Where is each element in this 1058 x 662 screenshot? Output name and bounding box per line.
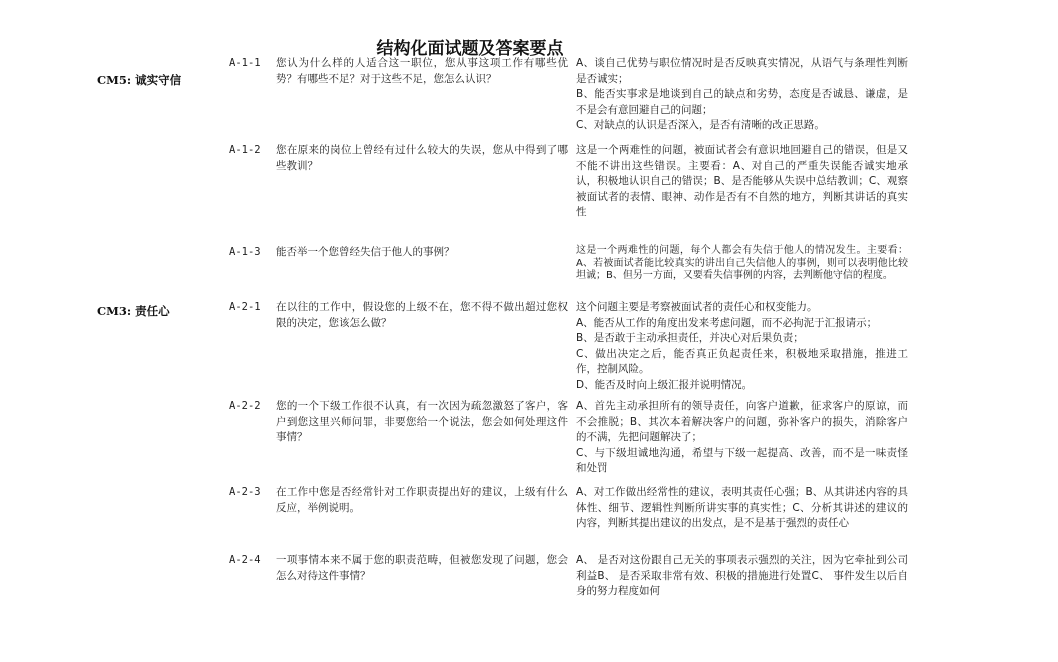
answer-line: C、对缺点的认识是否深入，是否有清晰的改正思路。 (576, 119, 825, 131)
question-text: 您在原来的岗位上曾经有过什么较大的失误，您从中得到了哪些教训？ (276, 144, 568, 172)
answer-line: A、 是否对这份跟自己无关的事项表示强烈的关注，因为它牵扯到公司利益B、 是否采取非常有效、积极的措施进行处置C、 事件发生以后自身的努力程度如何 (576, 554, 908, 597)
question-text: 您的一个下级工作很不认真，有一次因为疏忽激怒了客户，客户到您这里兴师问罪，非要您给一个说法，您会如何处理这件事情？ (276, 400, 568, 443)
category-label-cm3: CM3: 责任心 (97, 304, 170, 318)
question-code: A-1-1 (229, 57, 261, 69)
answer-line: D、能否及时向上级汇报并说明情况。 (576, 378, 753, 391)
question-code: A-1-3 (229, 246, 261, 258)
question-code: A-2-4 (229, 554, 261, 566)
question-text: 在以往的工作中，假设您的上级不在，您不得不做出超过您权限的决定，您该怎么做？ (276, 301, 568, 329)
question-code: A-2-1 (229, 301, 261, 313)
page-title: 结构化面试题及答案要点 (376, 39, 564, 59)
answer-points (576, 143, 908, 221)
question-text: 您认为什么样的人适合这一职位，您从事这项工作有哪些优势？有哪些不足？对于这些不足，您怎么认识？ (276, 57, 568, 85)
answer-line: 这是一个两难性的问题，被面试者会有意识地回避自己的错误，但是又不能不讲出这些错误。主要看：A、对自己的严重失误能否诚实地承认，积极地认识自己的错误；B、是否能够从失误中总结教训；C、观察被面试者的表情、眼神、动作是否有不自然的地方，判断其讲话的真实性 (576, 144, 908, 218)
answer-points (576, 300, 908, 393)
category-label-cm5: CM5: 诚实守信 (97, 73, 182, 87)
question-text: 能否举一个您曾经失信于他人的事例？ (276, 246, 455, 258)
question-code: A-1-2 (229, 144, 261, 156)
answer-line: A、首先主动承担所有的领导责任，向客户道歉，征求客户的原谅，而不会推脱；B、其次本着解决客户的问题，弥补客户的损失，消除客户的不满，先把问题解决了； (576, 400, 908, 443)
answer-line: C、做出决定之后，能否真正负起责任来，积极地采取措施，推进工作，控制风险。 (576, 347, 908, 375)
answer-points (576, 553, 908, 600)
answer-line: C、与下级坦诚地沟通，希望与下级一起提高、改善，而不是一味责怪和处罚 (576, 446, 908, 474)
question-text: 一项事情本来不属于您的职责范畴，但被您发现了问题，您会怎么对待这件事情？ (276, 554, 568, 582)
answer-line: A、能否从工作的角度出发来考虑问题，而不必拘泥于汇报请示； (576, 316, 878, 329)
answer-line: A、对工作做出经常性的建议，表明其责任心强；B、从其讲述内容的具体性、细节、逻辑性判断所讲实事的真实性；C、分析其讲述的建议的内容，判断其提出建议的出发点，是不是基于强烈的责任心 (576, 486, 908, 529)
answer-line: 这个问题主要是考察被面试者的责任心和权变能力。 (576, 301, 818, 313)
question-code: A-2-3 (229, 486, 261, 498)
answer-line: B、是否敢于主动承担责任，并决心对后果负责； (576, 332, 804, 344)
answer-points (576, 399, 908, 477)
question-code: A-2-2 (229, 400, 261, 412)
answer-points (576, 485, 908, 532)
answer-points (576, 56, 908, 134)
answer-line: A、谈自己优势与职位情况时是否反映真实情况，从语气与条理性判断是否诚实； (576, 57, 908, 85)
answer-line: B、能否实事求是地谈到自己的缺点和劣势，态度是否诚恳、谦虚，是不是会有意回避自己的问题； (576, 88, 908, 116)
answer-line: 这是一个两难性的问题，每个人都会有失信于他人的情况发生。主要看：A、若被面试者能比较真实的讲出自己失信他人的事例，则可以表明他比较坦诚；B、但另一方面，又要看失信事例的内容，去判断他守信的程度。 (576, 245, 908, 281)
answer-points (576, 245, 908, 283)
question-text: 在工作中您是否经常针对工作职责提出好的建议，上级有什么反应，举例说明。 (276, 486, 568, 514)
